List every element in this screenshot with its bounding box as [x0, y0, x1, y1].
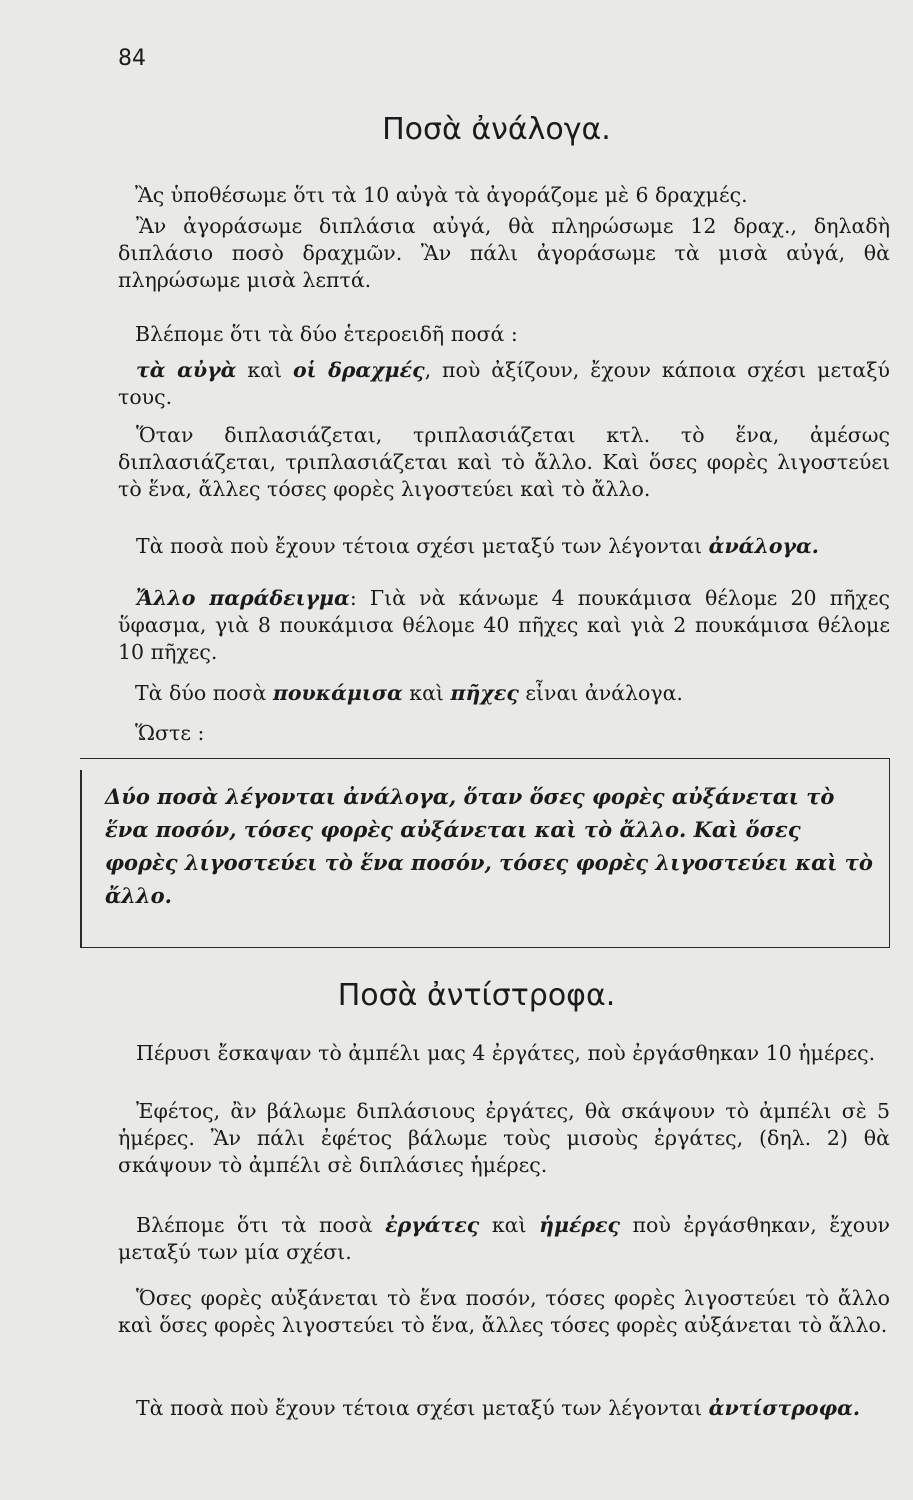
- emphasis-inverse: ἀντίστροφα.: [708, 1396, 861, 1420]
- text-relation: , ποὺ ἀξίζουν, ἔχουν κάποια σχέσι μεταξύ τους.: [118, 358, 891, 409]
- paragraph-shirts-conclusion: [135, 680, 890, 707]
- paragraph-workers-days: [118, 1212, 890, 1266]
- rule-proportional-definition: Δύο ποσὰ λέγονται ἀνάλογα, ὅταν ὅσες φορὲς αὐξάνεται τὸ ἕνα ποσόν, τόσες φορὲς αὐξάνεται καὶ τὸ ἄλλο. Καὶ ὅσες φορὲς λιγοστεύει τὸ ἕνα ποσόν, τόσες φορὲς λιγοστεύει καὶ τὸ ἄλλο.: [105, 784, 873, 908]
- section-title-inverse: Ποσὰ ἀντίστροφα.: [337, 978, 616, 1013]
- text-and-3: καὶ: [479, 1213, 540, 1237]
- text-are-proportional: εἶναι ἀνάλογα.: [518, 681, 683, 705]
- emphasis-shirts: πουκάμισα: [272, 681, 403, 705]
- text-shirts-example: : Γιὰ νὰ κάνωμε 4 πουκάμισα θέλομε 20 πῆχες ὕφασμα, γιὰ 8 πουκάμισα θέλομε 40 πῆχες καὶ γιὰ 2 πουκάμισα θέλομε 10 πῆχες.: [118, 586, 890, 664]
- paragraph-inverse-definition: [118, 1395, 890, 1422]
- paragraph-eggs-drachmas: [118, 357, 890, 411]
- rule-box-left-border: [80, 770, 82, 948]
- paragraph-eggs-intro: Ἂς ὑποθέσωμε ὅτι τὰ 10 αὐγὰ τὰ ἀγοράζομε μὲ 6 δραχμές.: [135, 183, 748, 207]
- text-we-see: Βλέπομε ὅτι τὰ ποσὰ: [136, 1213, 386, 1237]
- emphasis-cubits: πῆχες: [450, 681, 519, 705]
- emphasis-drachmas: οἱ δραχμές: [292, 358, 425, 382]
- emphasis-days: ἡμέρες: [539, 1213, 621, 1237]
- page-number: 84: [118, 46, 146, 71]
- paragraph-workers-double: Ἐφέτος, ἂν βάλωμε διπλάσιους ἐργάτες, θὰ σκάψουν τὸ ἀμπέλι σὲ 5 ἡμέρες. Ἂν πάλι ἐφέτος βάλωμε τοὺς μισοὺς ἐργάτες, (δηλ. 2) θὰ σκάψουν τὸ ἀμπέλι σὲ διπλάσιες ἡμέρες.: [118, 1099, 890, 1177]
- paragraph-proportional-definition: [118, 533, 890, 560]
- paragraph-doubling-rule: Ὅταν διπλασιάζεται, τριπλασιάζεται κτλ. τὸ ἕνα, ἀμέσως διπλασιάζεται, τριπλασιάζεται καὶ τὸ ἄλλο. Καὶ ὅσες φορὲς λιγοστεύει τὸ ἕνα, ἄλλες τόσες φορὲς λιγοστεύει καὶ τὸ ἄλλο.: [118, 423, 890, 501]
- emphasis-proportional: ἀνάλογα.: [708, 534, 819, 558]
- paragraph-therefore: Ὥστε :: [135, 721, 205, 745]
- paragraph-inverse-rule: Ὅσες φορὲς αὐξάνεται τὸ ἕνα ποσόν, τόσες φορὲς λιγοστεύει τὸ ἄλλο καὶ ὅσες φορὲς λιγοστεύει τὸ ἕνα, ἄλλες τόσες φορὲς αὐξάνεται τὸ ἄλλο.: [118, 1286, 890, 1337]
- emphasis-workers: ἐργάτες: [385, 1213, 480, 1237]
- paragraph-shirts-example: [118, 585, 890, 666]
- text-and: καὶ: [236, 358, 293, 382]
- text-inverse-definition: Τὰ ποσὰ ποὺ ἔχουν τέτοια σχέσι μεταξύ των λέγονται: [136, 1396, 709, 1420]
- text-two-quantities: Τὰ δύο ποσὰ: [135, 681, 273, 705]
- emphasis-another-example: Ἄλλο παράδειγμα: [136, 586, 350, 610]
- text-worked-relation: ποὺ ἐργάσθηκαν, ἔχουν μεταξύ των μία σχέσι.: [118, 1213, 890, 1264]
- paragraph-workers-intro: Πέρυσι ἔσκαψαν τὸ ἀμπέλι μας 4 ἐργάτες, ποὺ ἐργάσθηκαν 10 ἡμέρες.: [136, 1041, 876, 1065]
- paragraph-two-quantities: Βλέπομε ὅτι τὰ δύο ἑτεροειδῆ ποσά :: [135, 322, 518, 346]
- section-title-proportional: Ποσὰ ἀνάλογα.: [382, 112, 611, 147]
- emphasis-eggs: τὰ αὐγὰ: [136, 358, 237, 382]
- text-definition: Τὰ ποσὰ ποὺ ἔχουν τέτοια σχέσι μεταξύ των λέγονται: [136, 534, 709, 558]
- text-and-2: καὶ: [402, 681, 451, 705]
- paragraph-eggs-double: Ἂν ἀγοράσωμε διπλάσια αὐγά, θὰ πληρώσωμε 12 δραχ., δηλαδὴ διπλάσιο ποσὸ δραχμῶν. Ἂν πάλι ἀγοράσωμε τὰ μισὰ αὐγά, θὰ πληρώσωμε μισὰ λεπτά.: [118, 214, 890, 292]
